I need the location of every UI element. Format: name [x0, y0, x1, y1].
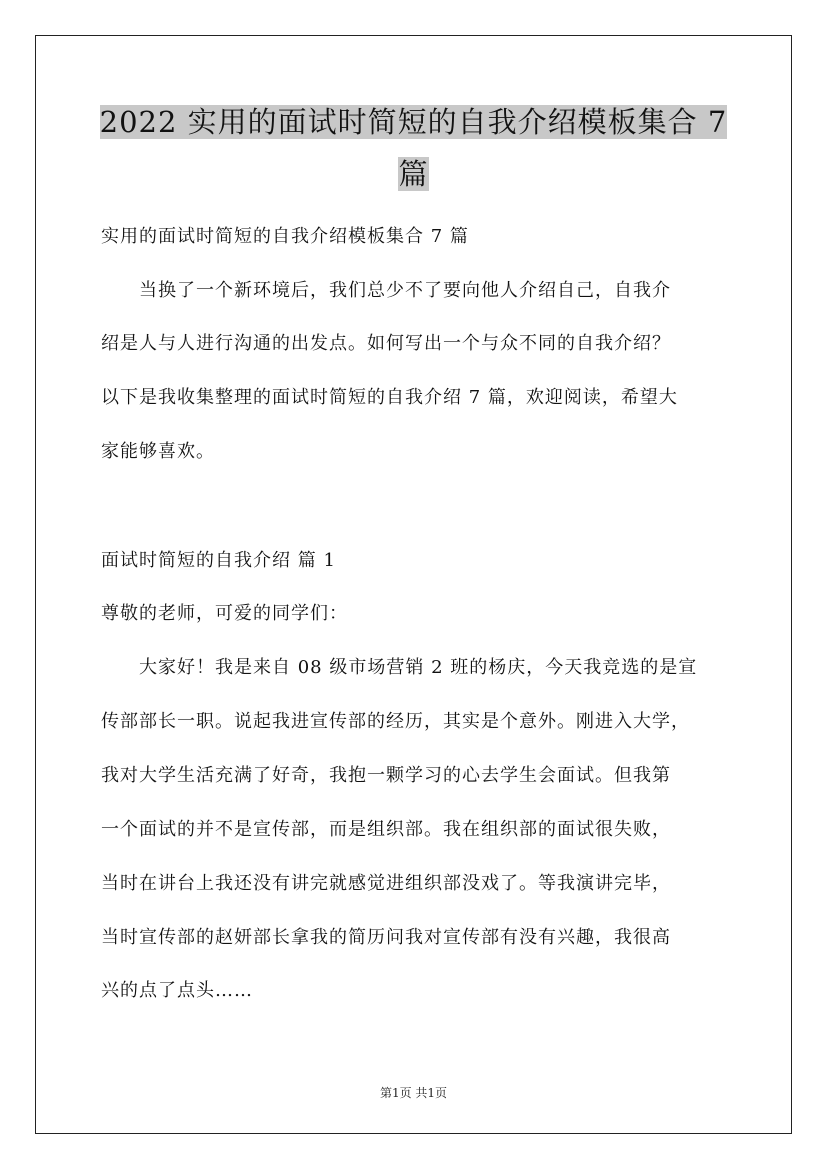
body-line: 一个面试的并不是宣传部，而是组织部。我在组织部的面试很失败， — [101, 819, 671, 840]
title-line-2: 篇 — [398, 157, 429, 191]
body-line: 当时宣传部的赵妍部长拿我的简历问我对宣传部有没有兴趣，我很高 — [101, 927, 671, 948]
page-number: 第1页 共1页 — [379, 1086, 448, 1100]
body-line: 兴的点了点头…… — [101, 980, 253, 1001]
intro-line: 家能够喜欢。 — [101, 441, 215, 462]
body-line: 大家好！我是来自 08 级市场营销 2 班的杨庆，今天我竞选的是宣 — [101, 657, 698, 678]
subtitle-line: 实用的面试时简短的自我介绍模板集合 7 篇 — [101, 226, 469, 247]
salutation-line: 尊敬的老师，可爱的同学们： — [101, 603, 348, 624]
body-line: 传部部长一职。说起我进宣传部的经历，其实是个意外。刚进入大学， — [101, 711, 690, 732]
intro-line: 以下是我收集整理的面试时简短的自我介绍 7 篇，欢迎阅读，希望大 — [101, 387, 678, 408]
intro-line: 当换了一个新环境后，我们总少不了要向他人介绍自己，自我介 — [101, 280, 671, 301]
title-line-1: 2022 实用的面试时简短的自我介绍模板集合 7 — [99, 105, 728, 139]
document-title — [35, 96, 792, 200]
intro-line: 绍是人与人进行沟通的出发点。如何写出一个与众不同的自我介绍？ — [101, 333, 671, 354]
section-heading: 面试时简短的自我介绍 篇 1 — [101, 550, 336, 571]
body-line: 我对大学生活充满了好奇，我抱一颗学习的心去学生会面试。但我第 — [101, 765, 671, 786]
body-line: 当时在讲台上我还没有讲完就感觉进组织部没戏了。等我演讲完毕， — [101, 873, 671, 894]
